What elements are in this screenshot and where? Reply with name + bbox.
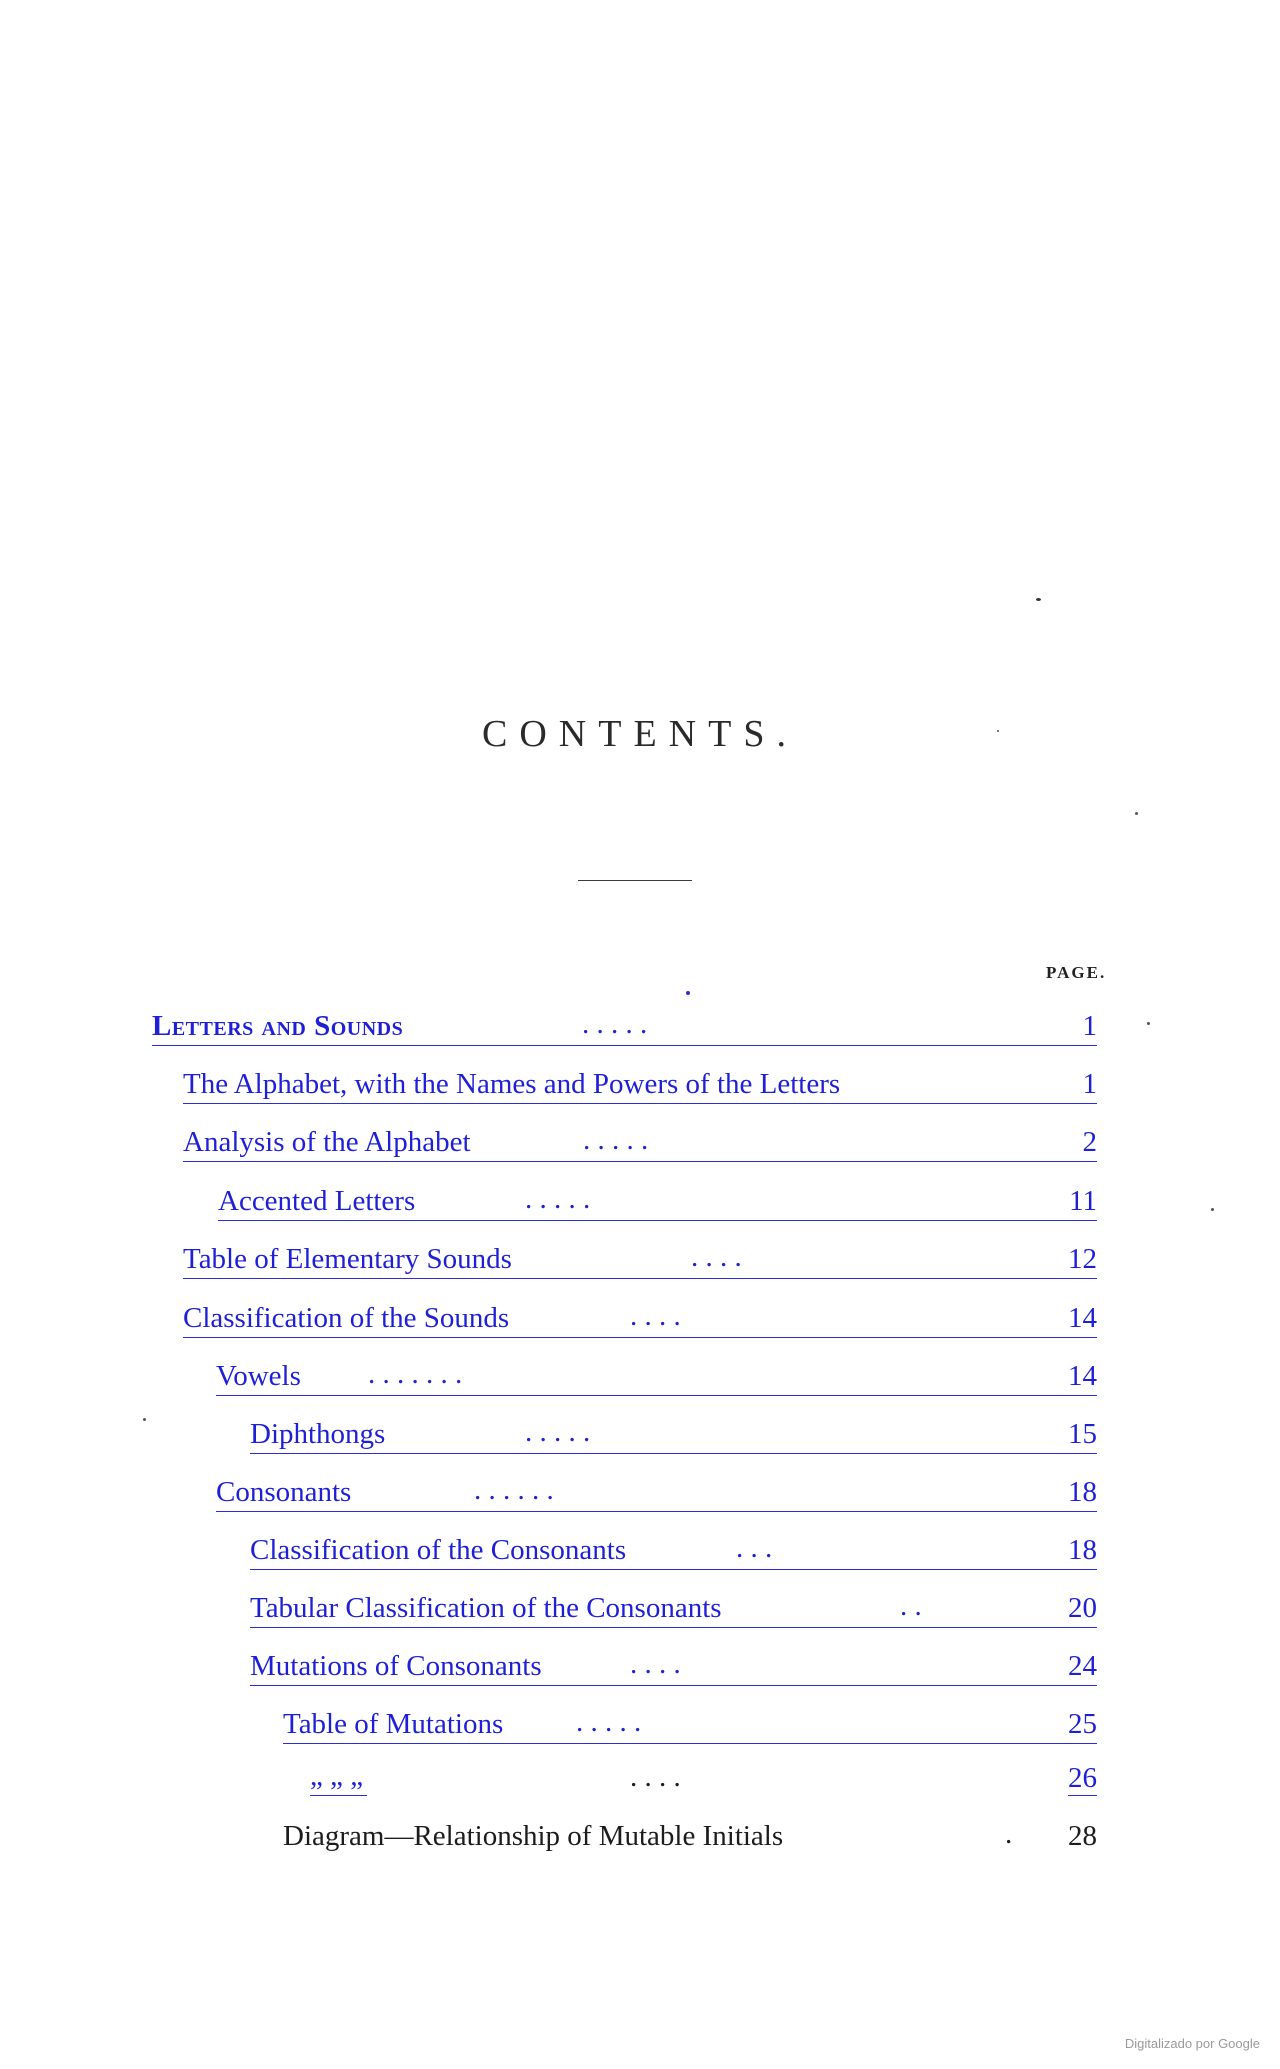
- toc-page-number: 18: [1068, 1534, 1097, 1566]
- toc-leader-dots: . . . . .: [583, 1124, 649, 1156]
- toc-entry-label: Mutations of Consonants: [250, 1650, 542, 1682]
- toc-leader-dots: . . .: [736, 1532, 773, 1564]
- toc-leader-dots: . . . .: [630, 1300, 681, 1332]
- toc-entry-elementary-sounds[interactable]: [183, 1238, 1097, 1279]
- toc-entry-diagram[interactable]: [283, 1815, 1097, 1855]
- toc-entry-label: Table of Elementary Sounds: [183, 1243, 512, 1275]
- toc-entry-diphthongs[interactable]: [250, 1413, 1097, 1454]
- toc-entry-vowels[interactable]: [216, 1355, 1097, 1396]
- toc-page-number: 14: [1068, 1360, 1097, 1392]
- toc-leader-dots: . . . .: [691, 1241, 742, 1273]
- toc-entry-consonants[interactable]: [216, 1471, 1097, 1512]
- toc-page-number: 15: [1068, 1418, 1097, 1450]
- toc-entry-label: Vowels: [216, 1360, 301, 1392]
- toc-leader-dots: .: [1005, 1818, 1013, 1850]
- scan-watermark: Digitalizado por Google: [1124, 2036, 1260, 2051]
- toc-entry-label: The Alphabet, with the Names and Powers of the Letters: [183, 1068, 841, 1100]
- toc-leader-dots: . . . . .: [576, 1706, 642, 1738]
- toc-entry-tabular-classification[interactable]: [250, 1587, 1097, 1628]
- toc-leader-dots: . . . . . . .: [368, 1358, 463, 1390]
- toc-page-number: 25: [1068, 1708, 1097, 1740]
- toc-entry-label: Accented Letters: [218, 1185, 416, 1217]
- toc-entry-ditto-mutations[interactable]: [310, 1758, 1097, 1798]
- toc-entry-mutations-of-consonants[interactable]: [250, 1645, 1097, 1686]
- toc-entry-label: Analysis of the Alphabet: [183, 1126, 471, 1158]
- toc-page-number: 18: [1068, 1476, 1097, 1508]
- toc-page-number: 12: [1068, 1243, 1097, 1275]
- scan-speck: [1147, 1022, 1150, 1025]
- toc-leader-dots: . . . . . .: [474, 1474, 554, 1506]
- toc-leader-dots: . . . . .: [525, 1183, 591, 1215]
- toc-page-number: 26: [1068, 1762, 1097, 1794]
- toc-entry-analysis-of-alphabet[interactable]: [183, 1121, 1097, 1162]
- scan-speck: [686, 991, 690, 995]
- scan-speck: [1036, 598, 1041, 601]
- toc-entry-alphabet[interactable]: [183, 1063, 1097, 1104]
- toc-entry-label: Classification of the Sounds: [183, 1302, 510, 1334]
- toc-page-number: 2: [1082, 1126, 1097, 1158]
- scan-speck: [997, 730, 999, 732]
- scan-speck: [1135, 812, 1138, 815]
- toc-leader-dots: . . . .: [630, 1648, 681, 1680]
- toc-entry-label: „ „ „: [310, 1760, 367, 1796]
- scan-speck: [143, 1418, 146, 1421]
- toc-entry-label: Consonants: [216, 1476, 352, 1508]
- toc-page-number: 24: [1068, 1650, 1097, 1682]
- toc-page-number: 28: [1068, 1820, 1097, 1852]
- toc-entry-table-of-mutations[interactable]: [283, 1703, 1097, 1744]
- toc-leader-dots: . . . . .: [525, 1416, 591, 1448]
- toc-entry-label: Table of Mutations: [283, 1708, 504, 1740]
- title-divider: [578, 880, 692, 881]
- toc-entry-label: Diagram—Relationship of Mutable Initials: [283, 1820, 784, 1852]
- toc-leader-dots: . . . .: [630, 1761, 681, 1793]
- toc-page-number: 14: [1068, 1302, 1097, 1334]
- toc-page-number: 20: [1068, 1592, 1097, 1624]
- toc-entry-label: Classification of the Consonants: [250, 1534, 627, 1566]
- toc-page-number: 1: [1082, 1010, 1097, 1042]
- toc-entry-label: Diphthongs: [250, 1418, 386, 1450]
- toc-entry-classification-of-sounds[interactable]: [183, 1297, 1097, 1338]
- toc-leader-dots: . .: [900, 1590, 922, 1622]
- toc-leader-dots: . . . . .: [582, 1008, 648, 1040]
- toc-entry-classification-of-consonants[interactable]: [250, 1529, 1097, 1570]
- toc-page-number: 1: [1082, 1068, 1097, 1100]
- toc-entry-label: Letters and Sounds: [152, 1010, 404, 1042]
- page-column-header: PAGE.: [1046, 963, 1107, 982]
- page-title: CONTENTS.: [482, 713, 798, 755]
- toc-entry-letters-and-sounds[interactable]: [152, 1005, 1097, 1046]
- toc-entry-label: Tabular Classification of the Consonants: [250, 1592, 722, 1624]
- toc-entry-accented-letters[interactable]: [218, 1180, 1097, 1221]
- scan-speck: [1211, 1208, 1214, 1211]
- toc-page-number: 11: [1069, 1185, 1097, 1217]
